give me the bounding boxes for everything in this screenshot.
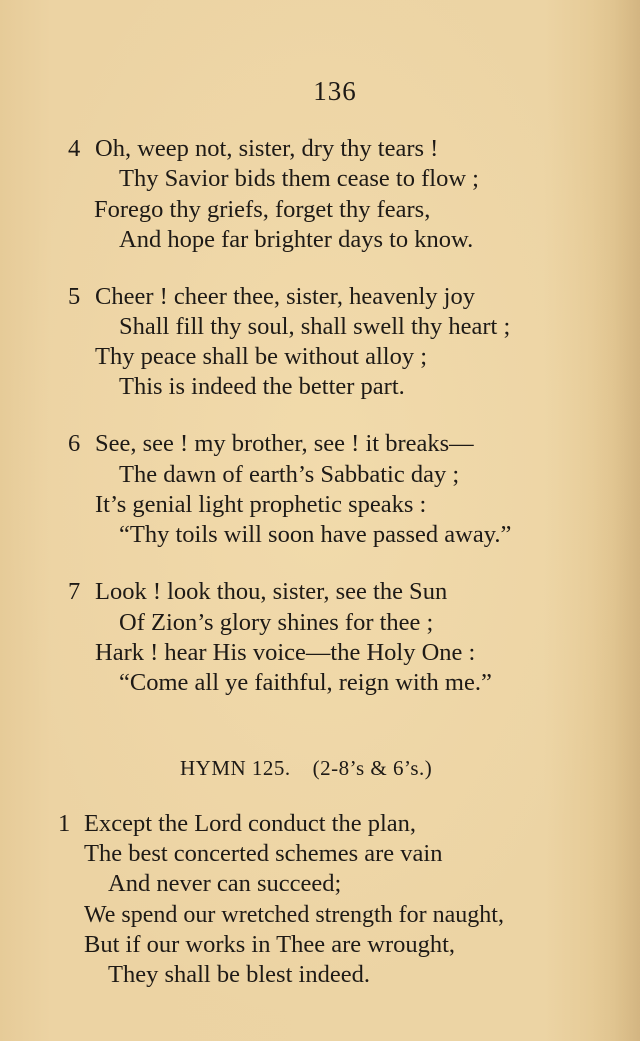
- stanza-line: Thy Savior bids them cease to flow ;: [119, 165, 479, 192]
- stanza-line: Forego thy griefs, forget thy fears,: [94, 196, 431, 223]
- stanza-line: Oh, weep not, sister, dry thy tears !: [95, 135, 439, 162]
- verse-line: We spend our wretched strength for naught,: [84, 902, 504, 928]
- stanza-number: 7: [68, 578, 81, 605]
- hymn-title: HYMN 125.: [180, 756, 291, 780]
- verse-line: But if our works in Thee are wrought,: [84, 931, 456, 958]
- stanza-line: Thy peace shall be without alloy ;: [95, 343, 428, 370]
- stanza-number: 5: [68, 283, 81, 310]
- page-edge-shadow: [592, 0, 640, 1041]
- stanza-line: “Come all ye faithful, reign with me.”: [119, 669, 492, 696]
- stanza-line: And hope far brighter days to know.: [119, 226, 474, 253]
- stanza-line: Shall fill thy soul, shall swell thy heart ;: [119, 313, 511, 340]
- stanza-line: “Thy toils will soon have passed away.”: [119, 521, 512, 548]
- stanza-line: Cheer ! cheer thee, sister, heavenly joy: [95, 283, 475, 310]
- hymn-meter: (2-8’s & 6’s.): [312, 756, 433, 780]
- stanza-number: 4: [68, 135, 81, 162]
- stanza-line: Hark ! hear His voice—the Holy One :: [95, 639, 476, 666]
- stanza-line: This is indeed the better part.: [119, 373, 405, 400]
- verse-line: And never can succeed;: [108, 870, 342, 897]
- verse-line: Except the Lord conduct the plan,: [84, 810, 416, 837]
- stanza-line: See, see ! my brother, see ! it breaks—: [95, 430, 474, 457]
- stanza-line: Look ! look thou, sister, see the Sun: [95, 578, 448, 605]
- verse-line: They shall be blest indeed.: [108, 961, 370, 988]
- stanza-line: It’s genial light prophetic speaks :: [95, 491, 427, 518]
- stanza-line: Of Zion’s glory shines for thee ;: [119, 609, 434, 636]
- verse-number: 1: [58, 810, 71, 837]
- hymn-heading: [180, 753, 432, 783]
- page-number: 136: [313, 76, 357, 106]
- verse-line: The best concerted schemes are vain: [84, 840, 443, 867]
- stanza-line: The dawn of earth’s Sabbatic day ;: [119, 461, 460, 488]
- stanza-number: 6: [68, 430, 81, 457]
